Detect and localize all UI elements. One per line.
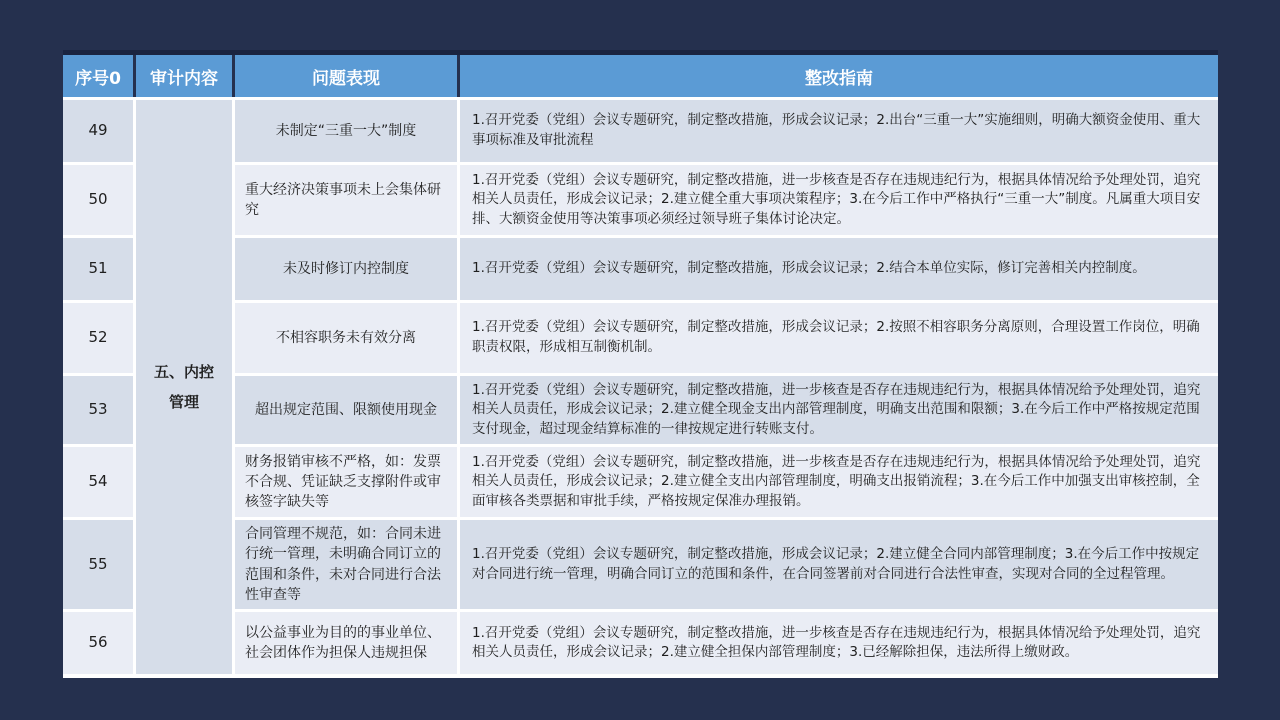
problem-cell: 以公益事业为目的的事业单位、社会团体作为担保人违规担保 <box>235 612 457 674</box>
guide-cell: 1.召开党委（党组）会议专题研究，制定整改措施，形成会议记录；2.出台“三重一大”实施细则，明确大额资金使用、重大事项标准及审批流程 <box>460 100 1218 162</box>
problem-cell: 合同管理不规范，如：合同未进行统一管理，未明确合同订立的范围和条件，未对合同进行合法性审查等 <box>235 520 457 609</box>
header-col-guide: 整改指南 <box>460 55 1218 97</box>
serial-cell: 52 <box>63 303 133 373</box>
table-body <box>63 97 1218 678</box>
guide-cell: 1.召开党委（党组）会议专题研究，制定整改措施，形成会议记录；2.建立健全合同内部管理制度；3.在今后工作中按规定对合同进行统一管理，明确合同订立的范围和条件，在合同签署前对合同进行合法性审查，实现对合同的全过程管理。 <box>460 520 1218 609</box>
serial-cell: 51 <box>63 238 133 300</box>
audit-rectification-table <box>63 50 1218 678</box>
guide-cell: 1.召开党委（党组）会议专题研究，制定整改措施，进一步核查是否存在违规违纪行为，根据具体情况给予处理处罚，追究相关人员责任，形成会议记录；2.建立健全重大事项决策程序；3.在今后工作中严格执行“三重一大”制度。凡属重大项目安排、大额资金使用等决策事项必须经过领导班子集体讨论决定。 <box>460 165 1218 235</box>
serial-cell: 55 <box>63 520 133 609</box>
guide-cell: 1.召开党委（党组）会议专题研究，制定整改措施，形成会议记录；2.结合本单位实际，修订完善相关内控制度。 <box>460 238 1218 300</box>
guide-cell: 1.召开党委（党组）会议专题研究，制定整改措施，形成会议记录；2.按照不相容职务分离原则，合理设置工作岗位，明确职责权限，形成相互制衡机制。 <box>460 303 1218 373</box>
problem-cell: 不相容职务未有效分离 <box>235 303 457 373</box>
header-col-audit-content: 审计内容 <box>136 55 232 97</box>
serial-cell: 49 <box>63 100 133 162</box>
problem-cell: 重大经济决策事项未上会集体研究 <box>235 165 457 235</box>
header-col-serial: 序号0 <box>63 55 133 97</box>
serial-cell: 54 <box>63 447 133 517</box>
guide-cell: 1.召开党委（党组）会议专题研究，制定整改措施，进一步核查是否存在违规违纪行为，根据具体情况给予处理处罚，追究相关人员责任，形成会议记录；2.建立健全现金支出内部管理制度，明确支出范围和限额；3.在今后工作中严格按规定范围支付现金，超过现金结算标准的一律按规定进行转账支付。 <box>460 376 1218 444</box>
guide-cell: 1.召开党委（党组）会议专题研究，制定整改措施，进一步核查是否存在违规违纪行为，根据具体情况给予处理处罚，追究相关人员责任，形成会议记录；2.建立健全支出内部管理制度，明确支出报销流程；3.在今后工作中加强支出审核控制，全面审核各类票据和审批手续，严格按规定保准办理报销。 <box>460 447 1218 517</box>
category-cell-internal-control <box>136 100 232 674</box>
category-line-2: 管理 <box>168 393 199 412</box>
header-col-problem: 问题表现 <box>235 55 457 97</box>
guide-cell: 1.召开党委（党组）会议专题研究，制定整改措施，进一步核查是否存在违规违纪行为，根据具体情况给予处理处罚，追究相关人员责任，形成会议记录；2.建立健全担保内部管理制度；3.已经解除担保，违法所得上缴财政。 <box>460 612 1218 674</box>
problem-cell: 超出规定范围、限额使用现金 <box>235 376 457 444</box>
serial-cell: 53 <box>63 376 133 444</box>
table-header-row <box>63 50 1218 97</box>
serial-cell: 50 <box>63 165 133 235</box>
serial-cell: 56 <box>63 612 133 674</box>
problem-cell: 未制定“三重一大”制度 <box>235 100 457 162</box>
problem-cell: 财务报销审核不严格，如：发票不合规、凭证缺乏支撑附件或审核签字缺失等 <box>235 447 457 517</box>
problem-cell: 未及时修订内控制度 <box>235 238 457 300</box>
category-line-1: 五、内控 <box>153 363 214 382</box>
